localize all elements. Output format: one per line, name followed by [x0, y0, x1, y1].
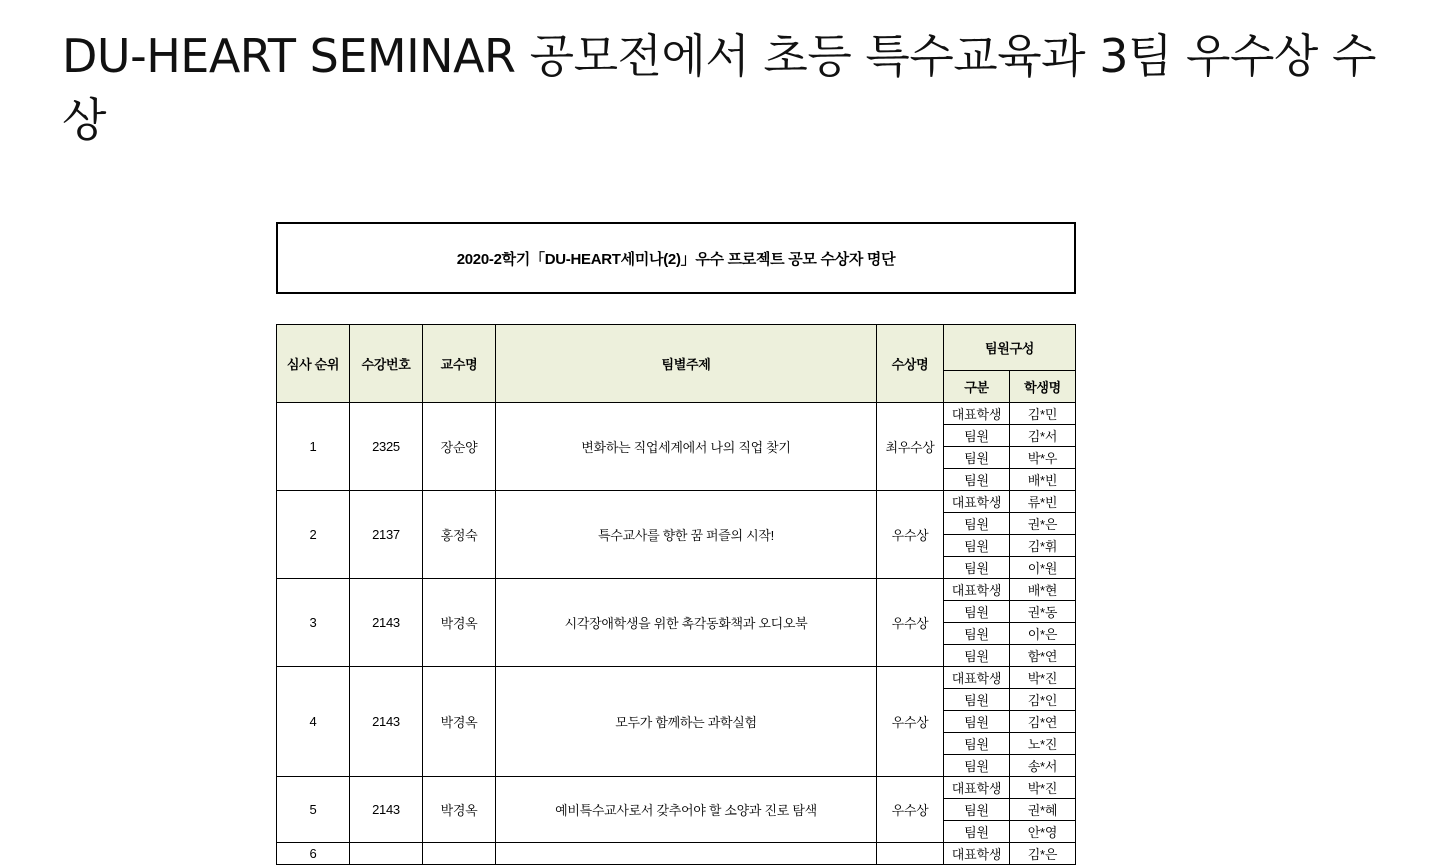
cell-award: 우수상	[877, 579, 944, 667]
cell-professor: 박경옥	[423, 777, 496, 843]
cell-award: 우수상	[877, 667, 944, 777]
cell-member-role: 팀원	[944, 447, 1010, 469]
cell-course-no: 2137	[350, 491, 423, 579]
cell-member-name: 김*민	[1010, 403, 1076, 425]
cell-member-name: 배*현	[1010, 579, 1076, 601]
cell-member-name: 안*영	[1010, 821, 1076, 843]
header-role: 구분	[944, 371, 1010, 403]
table-row	[277, 491, 1076, 513]
cell-member-role: 대표학생	[944, 843, 1010, 865]
table-row	[277, 403, 1076, 425]
cell-member-role: 대표학생	[944, 667, 1010, 689]
table-body	[277, 403, 1076, 865]
cell-member-name: 김*인	[1010, 689, 1076, 711]
cell-member-name: 박*우	[1010, 447, 1076, 469]
cell-member-name: 류*빈	[1010, 491, 1076, 513]
cell-member-role: 팀원	[944, 645, 1010, 667]
table-row	[277, 777, 1076, 799]
cell-member-name: 김*휘	[1010, 535, 1076, 557]
cell-member-role: 팀원	[944, 799, 1010, 821]
cell-course-no: 2325	[350, 403, 423, 491]
cell-member-role: 팀원	[944, 425, 1010, 447]
cell-topic: 모두가 함께하는 과학실험	[496, 667, 877, 777]
header-award: 수상명	[877, 325, 944, 403]
header-topic: 팀별주제	[496, 325, 877, 403]
cell-member-name: 배*빈	[1010, 469, 1076, 491]
cell-member-name: 김*서	[1010, 425, 1076, 447]
cell-member-name: 이*원	[1010, 557, 1076, 579]
cell-member-role: 팀원	[944, 821, 1010, 843]
document-title: 2020-2학기「DU-HEART세미나(2)」우수 프로젝트 공모 수상자 명단	[456, 250, 896, 268]
cell-member-name: 권*동	[1010, 601, 1076, 623]
table-row	[277, 843, 1076, 865]
cell-course-no: 2143	[350, 777, 423, 843]
page-title: DU-HEART SEMINAR 공모전에서 초등 특수교육과 3팀 우수상 수상	[62, 29, 1376, 147]
cell-topic: 예비특수교사로서 갖추어야 할 소양과 진로 탐색	[496, 777, 877, 843]
cell-award: 최우수상	[877, 403, 944, 491]
cell-member-role: 대표학생	[944, 403, 1010, 425]
cell-course-no: 2143	[350, 667, 423, 777]
cell-professor: 홍정숙	[423, 491, 496, 579]
cell-topic: 시각장애학생을 위한 촉각동화책과 오디오북	[496, 579, 877, 667]
cell-member-role: 대표학생	[944, 579, 1010, 601]
header-professor: 교수명	[423, 325, 496, 403]
cell-member-role: 팀원	[944, 689, 1010, 711]
table-header	[277, 325, 1076, 403]
cell-member-role: 팀원	[944, 711, 1010, 733]
document-title-box	[276, 222, 1076, 294]
cell-professor: 박경옥	[423, 579, 496, 667]
cell-member-role: 팀원	[944, 601, 1010, 623]
cell-member-role: 팀원	[944, 557, 1010, 579]
award-document	[276, 222, 1076, 865]
award-table	[276, 324, 1076, 865]
table-row	[277, 579, 1076, 601]
cell-member-name: 김*은	[1010, 843, 1076, 865]
cell-rank: 5	[277, 777, 350, 843]
cell-member-name: 노*진	[1010, 733, 1076, 755]
cell-course-no	[350, 843, 423, 865]
cell-award: 우수상	[877, 491, 944, 579]
cell-member-name: 송*서	[1010, 755, 1076, 777]
cell-member-role: 팀원	[944, 535, 1010, 557]
cell-member-role: 팀원	[944, 623, 1010, 645]
cell-member-name: 박*진	[1010, 777, 1076, 799]
cell-member-role: 팀원	[944, 755, 1010, 777]
cell-topic	[496, 843, 877, 865]
cell-professor: 박경옥	[423, 667, 496, 777]
cell-member-role: 팀원	[944, 513, 1010, 535]
cell-rank: 2	[277, 491, 350, 579]
cell-topic: 변화하는 직업세계에서 나의 직업 찾기	[496, 403, 877, 491]
header-row-1	[277, 325, 1076, 371]
cell-course-no: 2143	[350, 579, 423, 667]
cell-professor	[423, 843, 496, 865]
cell-professor: 장순양	[423, 403, 496, 491]
cell-member-name: 함*연	[1010, 645, 1076, 667]
cell-member-role: 팀원	[944, 733, 1010, 755]
header-course-no: 수강번호	[350, 325, 423, 403]
cell-member-role: 대표학생	[944, 777, 1010, 799]
cell-rank: 4	[277, 667, 350, 777]
cell-member-role: 대표학생	[944, 491, 1010, 513]
cell-award: 우수상	[877, 777, 944, 843]
cell-member-role: 팀원	[944, 469, 1010, 491]
cell-rank: 6	[277, 843, 350, 865]
cell-member-name: 권*혜	[1010, 799, 1076, 821]
cell-topic: 특수교사를 향한 꿈 퍼즐의 시작!	[496, 491, 877, 579]
cell-rank: 1	[277, 403, 350, 491]
cell-rank: 3	[277, 579, 350, 667]
table-row	[277, 667, 1076, 689]
cell-member-name: 김*연	[1010, 711, 1076, 733]
header-rank: 심사 순위	[277, 325, 350, 403]
cell-award	[877, 843, 944, 865]
cell-member-name: 권*은	[1010, 513, 1076, 535]
cell-member-name: 이*은	[1010, 623, 1076, 645]
cell-member-name: 박*진	[1010, 667, 1076, 689]
page-bottom-clip	[0, 826, 1446, 834]
header-student: 학생명	[1010, 371, 1076, 403]
header-team: 팀원구성	[944, 325, 1076, 371]
